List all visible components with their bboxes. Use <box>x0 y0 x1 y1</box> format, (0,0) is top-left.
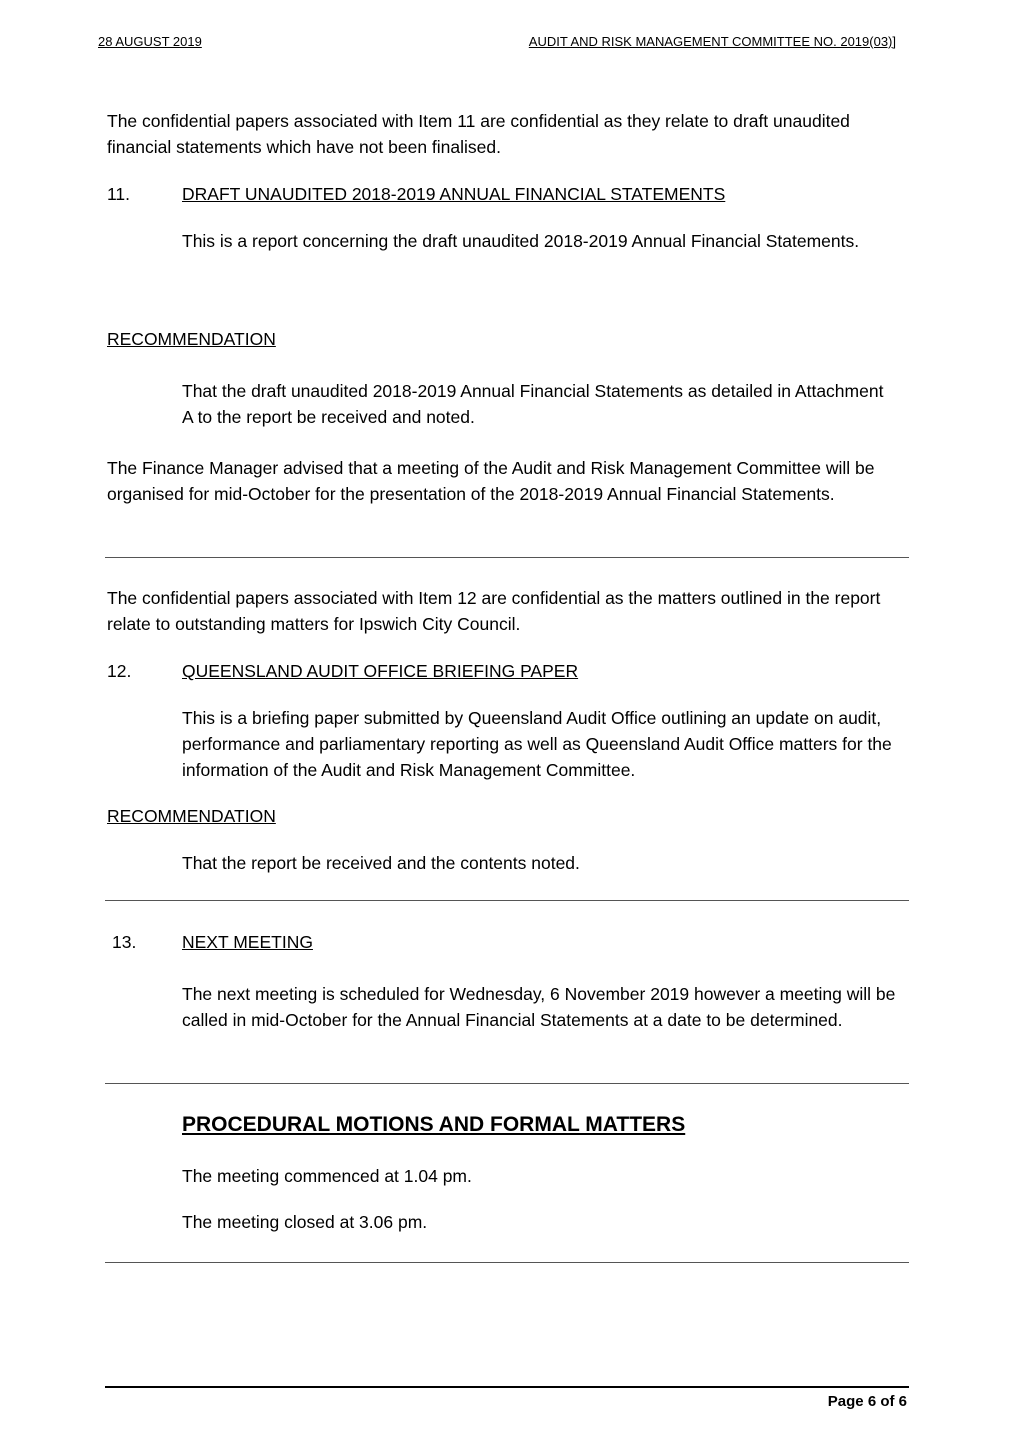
item11-confidential-note: The confidential papers associated with Item 11 are confidential as they relate to draft unaudited financial statements which have not been finalised. <box>107 111 850 157</box>
item12-title: QUEENSLAND AUDIT OFFICE BRIEFING PAPER <box>182 661 579 681</box>
item12-recommendation: That the report be received and the contents noted. <box>182 853 580 873</box>
procedural-closed: The meeting closed at 3.06 pm. <box>182 1212 428 1232</box>
item12-confidential-note: The confidential papers associated with Item 12 are confidential as the matters outlined in the report relate to outstanding matters for Ipswich City Council. <box>107 588 881 634</box>
header-date: 28 AUGUST 2019 <box>98 34 202 49</box>
item12-description: This is a briefing paper submitted by Queensland Audit Office outlining an update on audit, performance and parliamentary reporting as well as Queensland Audit Office matters for the information of the Audit and Risk Management Committee. <box>182 708 892 780</box>
divider <box>105 1262 909 1263</box>
footer-rule <box>105 1386 909 1388</box>
divider <box>105 1083 909 1084</box>
procedural-commenced: The meeting commenced at 1.04 pm. <box>182 1166 472 1186</box>
item11-recommendation: That the draft unaudited 2018-2019 Annual Financial Statements as detailed in Attachment A to the report be received and noted. <box>182 381 884 427</box>
page-number: Page 6 of 6 <box>827 1393 907 1410</box>
item11-description: This is a report concerning the draft unaudited 2018-2019 Annual Financial Statements. <box>182 231 860 251</box>
item13-number: 13. <box>112 932 137 952</box>
header-committee: AUDIT AND RISK MANAGEMENT COMMITTEE NO. 2019(03)] <box>528 34 896 49</box>
item12-number: 12. <box>107 661 132 681</box>
item12-recommendation-heading: RECOMMENDATION <box>107 806 276 826</box>
divider <box>105 557 909 558</box>
item13-title: NEXT MEETING <box>182 932 313 952</box>
item11-number: 11. <box>107 184 131 204</box>
divider <box>105 900 909 901</box>
procedural-title: PROCEDURAL MOTIONS AND FORMAL MATTERS <box>182 1113 686 1136</box>
item11-recommendation-heading: RECOMMENDATION <box>107 329 276 349</box>
item11-title: DRAFT UNAUDITED 2018-2019 ANNUAL FINANCIAL STATEMENTS <box>182 184 726 204</box>
item13-description: The next meeting is scheduled for Wednesday, 6 November 2019 however a meeting will be called in mid-October for the Annual Financial Statements at a date to be determined. <box>182 984 896 1030</box>
item11-note: The Finance Manager advised that a meeting of the Audit and Risk Management Committee will be organised for mid-October for the presentation of the 2018-2019 Annual Financial Statements. <box>107 458 875 504</box>
